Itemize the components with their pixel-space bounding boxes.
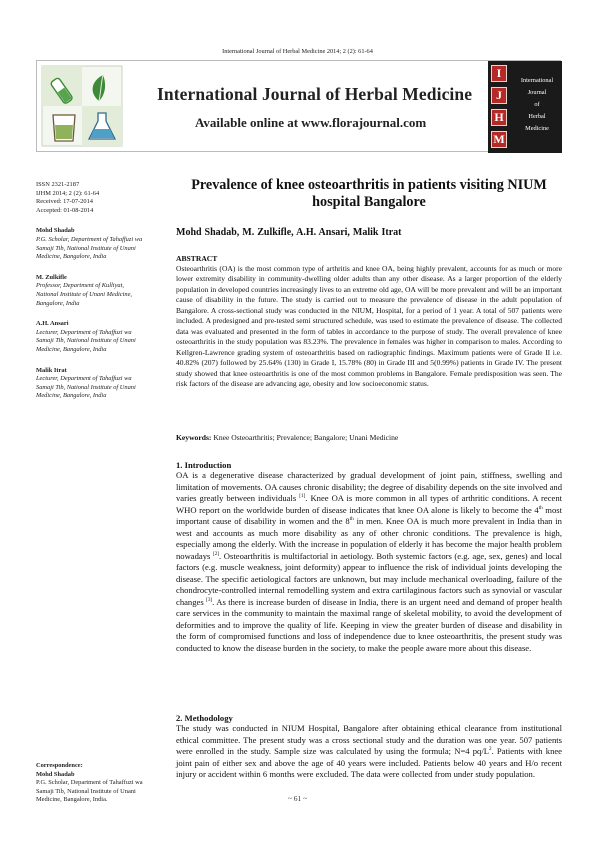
correspondence-label: Correspondence: <box>36 762 83 769</box>
affiliation-text: P.G. Scholar, Department of Tahaffuzi wa Samaji Tib, National Institute of Unani Medicine, Bangalore, India <box>36 235 143 261</box>
intro-run: . Knee OA is more common in all types of arthritic conditions. A recent WHO report on the worldwide burden of disease indicates that knee OA alone is likely to become the 4 <box>176 493 563 515</box>
intro-run: most important cause of disability in women and the 8 <box>176 504 562 526</box>
keywords-label: Keywords: <box>176 433 212 442</box>
affiliation-name: M. Zulkifle <box>36 273 67 281</box>
section-heading-introduction: 1. Introduction <box>176 460 232 470</box>
citation: [2] <box>212 550 220 557</box>
badge-letter: M <box>491 131 507 148</box>
correspondence-name: Mohd Shadab <box>36 770 75 778</box>
affiliation-block <box>36 367 146 401</box>
badge-word: International <box>520 77 554 84</box>
badge-letter: J <box>491 87 507 104</box>
accepted-date: Accepted: 01-08-2014 <box>36 206 94 214</box>
page-number: ~ 61 ~ <box>287 794 308 803</box>
journal-url-line: Available online at www.florajournal.com <box>195 115 427 130</box>
section-heading-methodology: 2. Methodology <box>176 713 233 723</box>
intro-run: . Osteoarthritis is multifactorial in aetiology. Both systemic factors (e.g. age, sex, genes) and local factors (e.g. muscle weakness, joint deformity) appear to influence the risk of individual joints developing the disease. The specific aetiological factors are unknown, but may include mechanical overloading, failure of the chondrocyte-controlled internal remodelling system and extra cartilaginous factors such as synovial or vascular changes <box>176 550 562 607</box>
paper-title: Prevalence of knee osteoarthritis in patients visiting NIUM hospital Bangalore <box>191 177 547 210</box>
affiliation-text: Lecturer, Department of Tahaffuzi wa Samaji Tib, National Institute of Unani Medicine, Bangalore, India <box>36 328 136 353</box>
affiliation-name: A.H. Ansari <box>36 320 69 328</box>
introduction-text <box>176 470 562 654</box>
journal-masthead <box>36 60 561 152</box>
affiliation-text: Professor, Department of Kulliyat, National Institute of Unani Medicine, Bangalore, India <box>36 282 133 307</box>
affiliation-block <box>36 227 146 261</box>
affiliation-block <box>36 320 146 354</box>
badge-word: Herbal <box>528 113 546 120</box>
keywords-line <box>176 433 562 442</box>
journal-logo-icon <box>41 65 123 147</box>
intro-run: OA is a degenerative disease characterized by gradual development of joint pain, stiffness, swelling and limitation of movements. OA causes chronic disability; the degree of disability depends on the site involved and varies greatly between individuals <box>176 470 562 503</box>
superscript: 2 <box>489 746 492 753</box>
ordinal-suffix: th <box>538 504 543 511</box>
ordinal-suffix: th <box>349 516 354 523</box>
article-meta <box>36 181 146 401</box>
author-list: Mohd Shadab, M. Zulkifle, A.H. Ansari, Malik Itrat <box>176 227 402 238</box>
ijhm-badge <box>488 61 562 153</box>
received-date: Received: 17-07-2014 <box>36 198 93 206</box>
badge-word: of <box>534 101 540 108</box>
citation: [1] <box>299 493 306 500</box>
issn: ISSN 2321-2187 <box>36 181 80 188</box>
badge-letter: H <box>491 109 507 126</box>
running-head: International Journal of Herbal Medicine 2014; 2 (2): 61-64 <box>222 48 373 55</box>
methodology-text <box>176 723 562 781</box>
affiliation-name: Mohd Shadab <box>36 227 75 235</box>
intro-run: in men. Knee OA is much more prevalent in India than in west and accounts as much more disability as any of other chronic conditions. The prevalence is high, especially among the elderly. With the increase in population of elderly it has become the major health problem nowadays <box>176 516 562 561</box>
journal-title: International Journal of Herbal Medicine <box>157 84 473 104</box>
affiliation-block <box>36 274 146 308</box>
affiliation-text: Lecturer, Department of Tahaffuzi wa Samaji Tib, National Institute of Unani Medicine, Bangalore, India <box>36 375 136 400</box>
abstract-text: Osteoarthritis (OA) is the most common type of arthritis and knee OA, being highly prevalent, accounts for as much or more lower extremity disability in community-dwelling older adults than any other disease. As a larger proportion of the elderly population in developed countries increasingly lives to an extreme old age, OA will be more prevalent and will be an important cause of disability in the future. The study is carried out to measure the prevalence of disease in the adult population of Bangalore. A cross-sectional study was conducted in the NIUM, Hospital, for a period of 1 year. A total of 507 patients were included. A predesigned and pre-tested semi structured schedule, was used to estimate the prevalence of disease. The collected data was evaluated and presented in the form of tables in accordance to the purpose of study. The overall prevalence of knee osteoarthritis in the study population was 83.23%. The prevalence in females was higher in comparison to males. According to Kellgren-Lawrence grading system of osteoarthritis based on radiographic findings. Maximum patients were of Grade II i.e. 40.82% (207) followed by 25.64% (130) in Grade I, 15.78% (80) in Grade III and 5(0.99%) patients in Grade IV. The present study showed that knee osteoarthritis is one of the most common problems in Bangalore. Female predisposition was seen. The risk factors of the disease are advancing age, obesity and low socioeconomic status. <box>176 264 562 388</box>
correspondence-address: P.G. Scholar, Department of Tahaffuzi wa Samaji Tib, National Institute of Unani Medicine, Bangalore, India. <box>36 779 143 804</box>
badge-word: Medicine <box>525 125 549 132</box>
abstract-heading: ABSTRACT <box>176 254 218 263</box>
affiliation-name: Malik Itrat <box>36 366 67 374</box>
intro-run: . As there is increase burden of disease in India, there is an urgent need and demand of proper health care services in the community to maintain the maximal range of skeletal mobility, to avoid the development of deformities and to improve the quality of life. Keeping in view the greater burden of disease and disability in the form of compromised functions and loss of independence due to knee osteoarthritis, the present study was conducted to know the disease burden in the society, to make the people aware more about this disease. <box>176 596 563 653</box>
badge-letter: I <box>491 65 507 82</box>
badge-word: Journal <box>527 89 547 96</box>
keywords-text: Knee Osteoarthritis; Prevalence; Bangalore; Unani Medicine <box>213 433 399 442</box>
methods-run: The study was conducted in NIUM Hospital, Bangalore after obtaining ethical clearance from institutional ethical committee. The present study was a cross sectional study and the duration was one year. 507 patients were enrolled in the study. Sample size was calculated by using the formula; N=4 pq/L <box>176 723 562 756</box>
volume-info: IJHM 2014; 2 (2): 61-64 <box>36 189 100 197</box>
methods-run: . Patients with knee joint pain of either sex and above the age of 40 years were included. Patients below 40 years and H/o recent injury or accident within 6 months were excluded. The data were collected from under study population. <box>176 746 562 779</box>
citation: [3] <box>206 596 213 603</box>
